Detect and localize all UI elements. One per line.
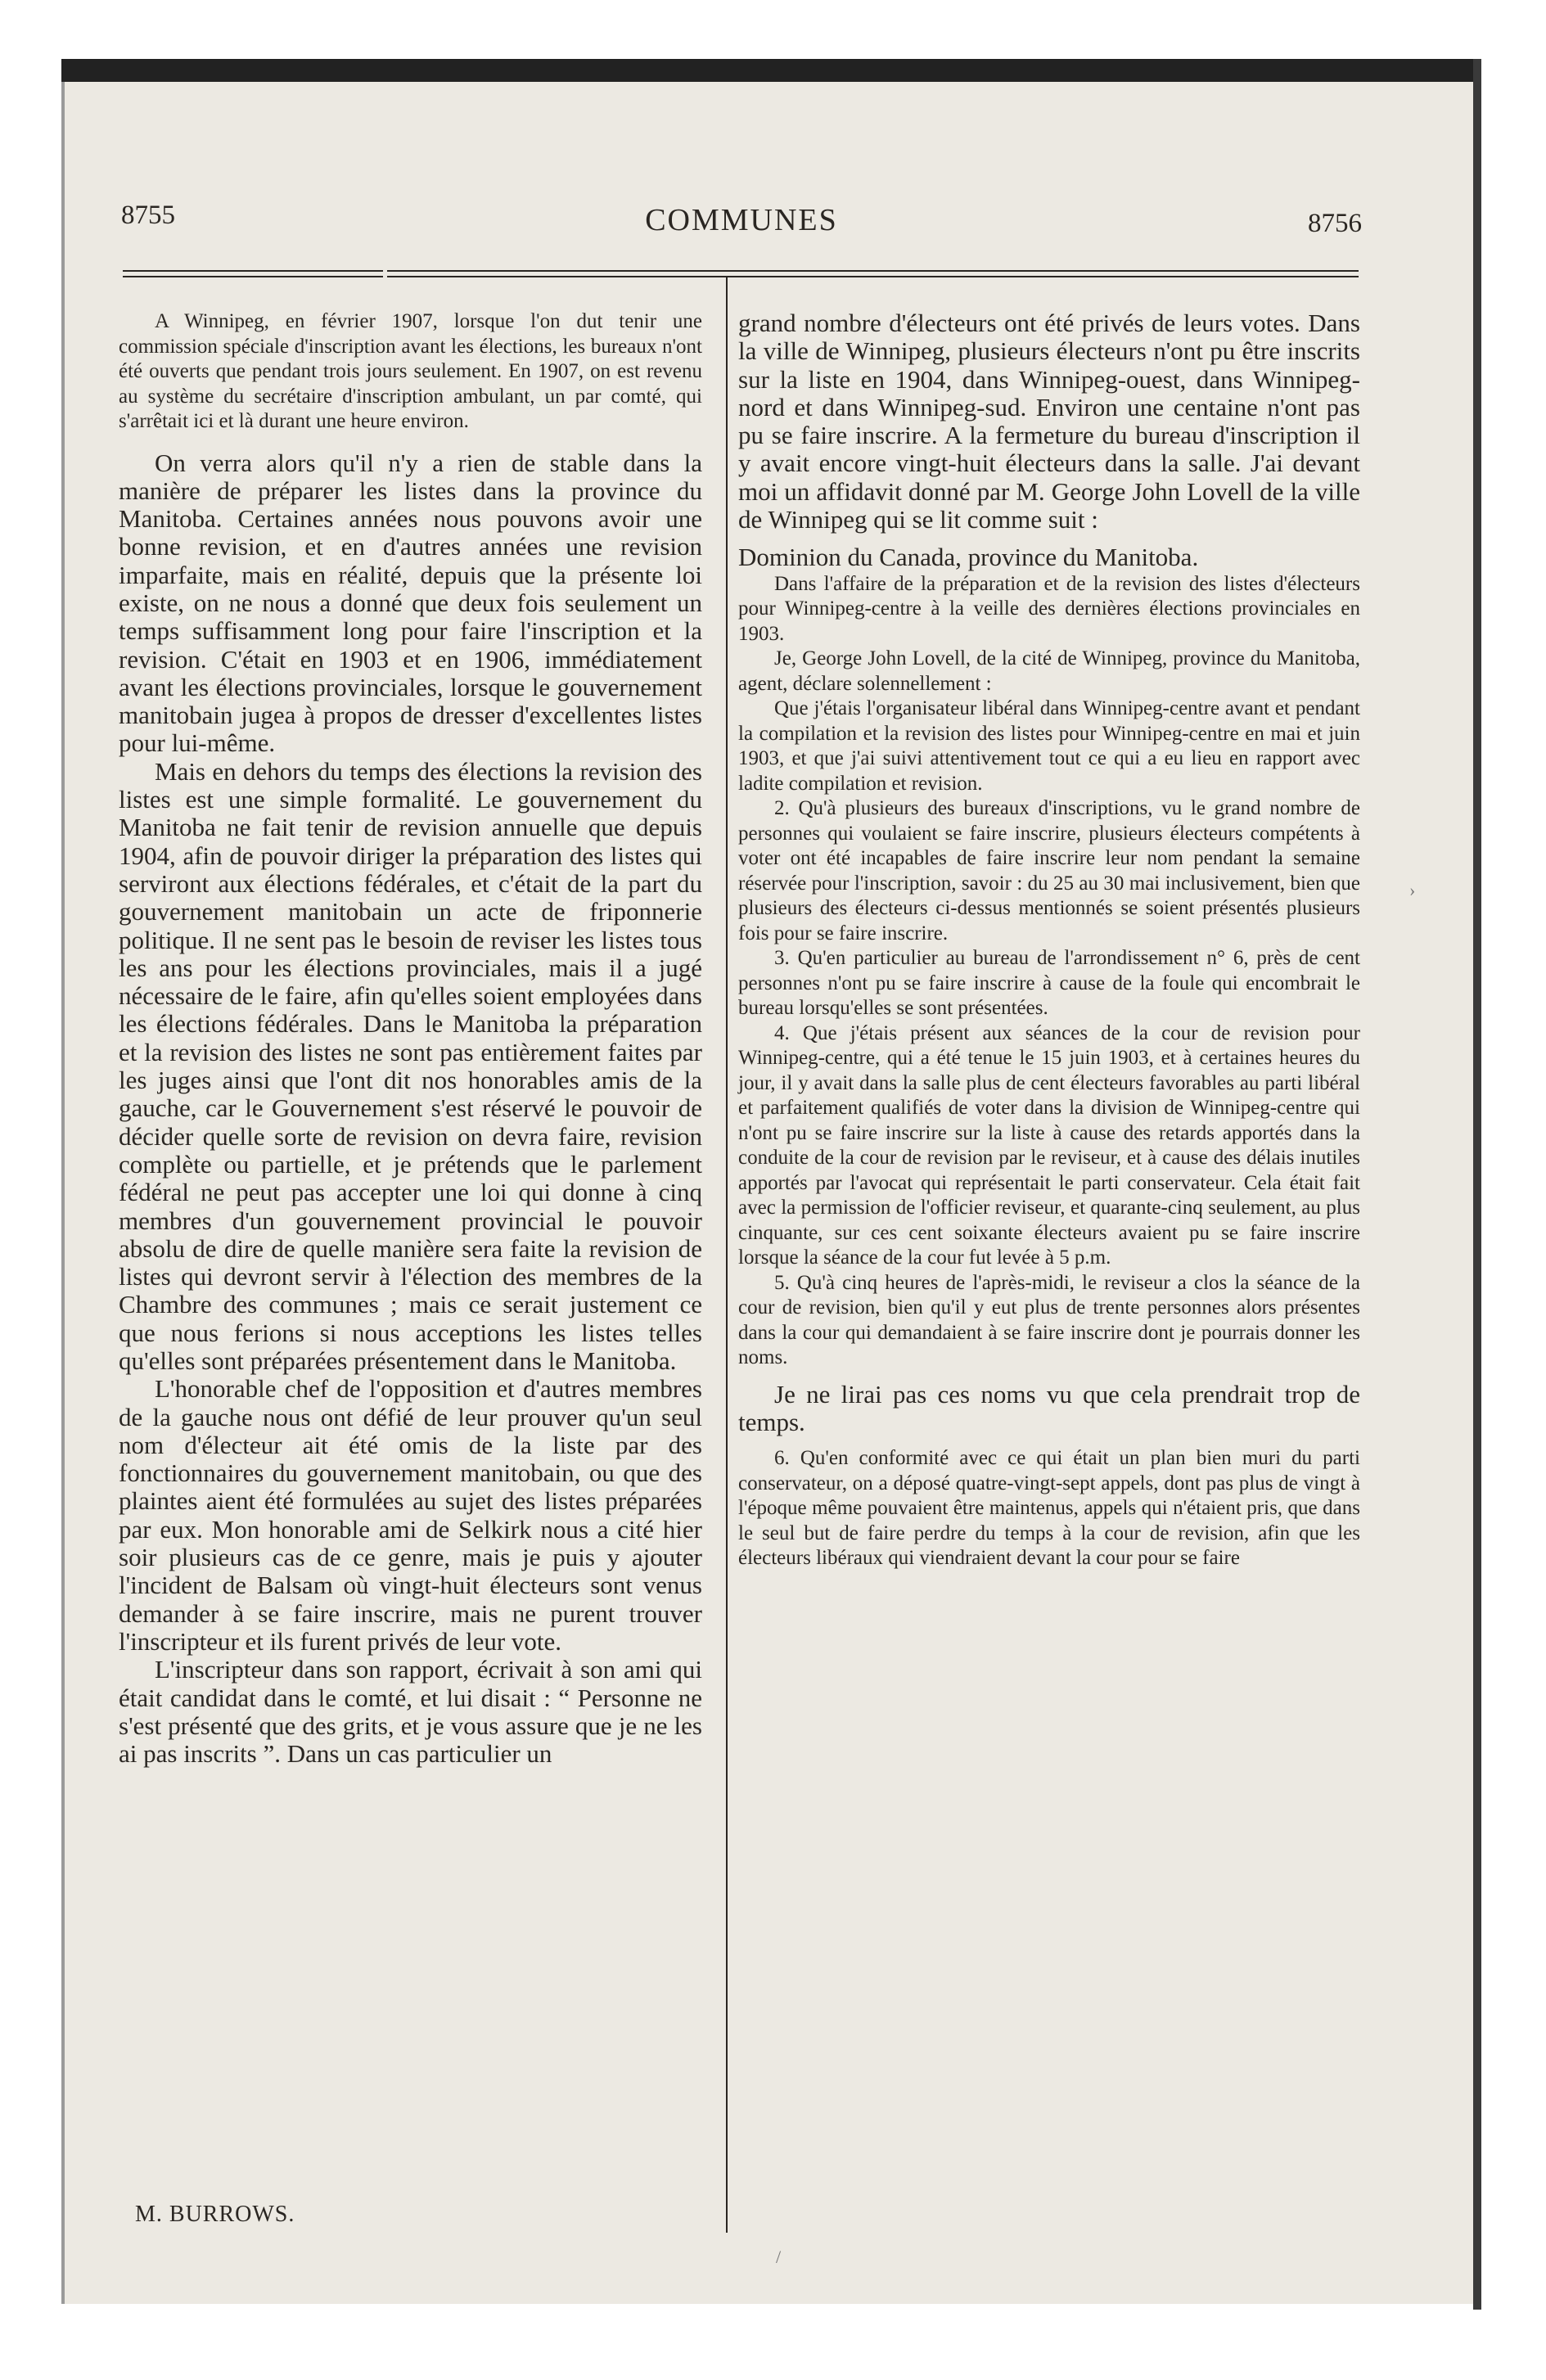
page-header xyxy=(121,201,1362,250)
scan-top-border xyxy=(61,59,1481,82)
page-number-right: 8756 xyxy=(1308,209,1362,238)
affidavit-paragraph: 4. Que j'étais présent aux séances de la cour de revision pour Winnipeg-centre, qui a été tenue le 15 juin 1903, et à certaines heures du jour, il y avait dans la salle plus de cent électeurs favorables au parti libéral et parfaitement qualifiés de voter dans la division de Winnipeg-centre qui n'ont pu se faire inscrire sur la liste à cause des retards apportés dans la conduite de la cour de revision par le reviseur, et à cause des délais inutiles apportés par l'avocat qui représentait le parti conservateur. Cela était fait avec la permission de l'officier reviseur, et quarante-cinq seulement, au plus cinquante, sur ces cent soixante électeurs avaient pu se faire inscrire lorsque la séance de la cour fut levée à 5 p.m. xyxy=(738,1021,1360,1269)
affidavit-paragraph: 5. Qu'à cinq heures de l'après-midi, le reviseur a clos la séance de la cour de revision, bien qu'il y eut plus de trente personnes alors présentes dans la cour qui demandaient à se faire inscrire dont je pourrais donner les noms. xyxy=(738,1271,1360,1369)
affidavit-paragraph: 2. Qu'à plusieurs des bureaux d'inscriptions, vu le grand nombre de personnes qui voulaient se faire inscrire, plusieurs électeurs compétents à voter ont été incapables de faire inscrire leur nom pendant la semaine réservée pour l'inscription, savoir : du 25 au 30 mai inclusivement, bien que plusieurs des électeurs ci-dessus mentionnés se soient présentés plusieurs fois pour se faire inscrire. xyxy=(738,797,1360,944)
paragraph: grand nombre d'électeurs ont été privés de leurs votes. Dans la ville de Winnipeg, plusieurs électeurs n'ont pu être inscrits sur la liste en 1904, dans Winnipeg-ouest, dans Winnipeg-nord et dans Winnipeg-sud. Environ une centaine n'ont pas pu se faire inscrire. A la fermeture du bureau d'inscription il y avait encore vingt-huit électeurs dans la salle. J'ai devant moi un affidavit donné par M. George John Lovell de la ville de Winnipeg qui se lit comme suit : xyxy=(738,309,1360,534)
paragraph: Je ne lirai pas ces noms vu que cela prendrait trop de temps. xyxy=(738,1379,1360,1436)
left-column xyxy=(119,309,702,1768)
margin-mark: › xyxy=(1409,880,1416,900)
column-divider xyxy=(726,277,728,2233)
page-title: COMMUNES xyxy=(645,203,838,237)
affidavit-paragraph: Dans l'affaire de la préparation et de la revision des listes d'électeurs pour Winnipeg-centre à la veille des dernières élections provinciales en 1903. xyxy=(738,572,1360,645)
paragraph: On verra alors qu'il n'y a rien de stable dans la manière de préparer les listes dans la province du Manitoba. Certaines années nous pouvons avoir une bonne revision, et en d'autres années une revision imparfaite, mais en réalité, depuis que la présente loi existe, on ne nous a donné que deux fois seulement un temps suffisamment long pour faire l'inscription et la revision. C'était en 1903 et en 1906, immédiatement avant les élections provinciales, lorsque le gouvernement manitobain jugea à propos de dresser d'excellentes listes pour lui-même. xyxy=(119,448,702,758)
speaker-name: M. BURROWS. xyxy=(135,2202,295,2227)
paragraph: L'honorable chef de l'opposition et d'autres membres de la gauche nous ont défié de leur prouver qu'un seul nom d'électeur ait été omis de la liste par des fonctionnaires du gouvernement manitobain, ou que des plaintes aient été formulées au sujet des listes préparées par eux. Mon honorable ami de Selkirk nous a cité hier soir plusieurs cas de ce genre, mais je puis y ajouter l'incident de Balsam où vingt-huit électeurs sont venus demander à se faire inscrire, mais ne purent trouver l'inscripteur et ils furent privés de leur vote. xyxy=(119,1374,702,1656)
affidavit-paragraph: Que j'étais l'organisateur libéral dans Winnipeg-centre avant et pendant la compilation et la revision des listes pour Winnipeg-centre en mai et juin 1903, et que j'ai suivi attentivement tout ce qui a eu lieu en rapport avec ladite compilation et revision. xyxy=(738,697,1360,795)
header-rule-left xyxy=(123,270,383,277)
right-column xyxy=(738,309,1360,1571)
affidavit-paragraph: Je, George John Lovell, de la cité de Winnipeg, province du Manitoba, agent, déclare solennellement : xyxy=(738,647,1360,695)
paragraph: L'inscripteur dans son rapport, écrivait à son ami qui était candidat dans le comté, et lui disait : “ Personne ne s'est présenté que des grits, et je vous assure que je ne les ai pas inscrits ”. Dans un cas particulier un xyxy=(119,1655,702,1769)
paragraph: Mais en dehors du temps des élections la revision des listes est une simple formalité. Le gouvernement du Manitoba ne fait tenir de revision annuelle que depuis 1904, afin de pouvoir diriger la préparation des listes qui serviront aux élections fédérales, et c'était de la part du gouvernement manitobain un acte de friponnerie politique. Il ne sent pas le besoin de reviser les listes tous les ans pour les élections provinciales, mais il a jugé nécessaire de le faire, afin qu'elles soient employées dans les élections fédérales. Dans le Manitoba la préparation et la revision des listes ne sont pas entièrement faites par les juges ainsi que l'ont dit nos honorables amis de la gauche, car le Gouvernement s'est réservé le pouvoir de décider quelle sorte de revision on devra faire, revision complète ou partielle, et je prétends que le parlement fédéral ne peut pas accepter une loi qui donne à cinq membres d'un gouvernement provincial le pouvoir absolu de dire de quelle manière sera faite la revision de listes qui devront servir à l'élection des membres de la Chambre des communes ; mais ce serait justement ce que nous ferions si nous acceptions les listes telles qu'elles sont préparées présentement dans le Manitoba. xyxy=(119,756,702,1375)
affidavit-paragraph: 6. Qu'en conformité avec ce qui était un plan bien muri du parti conservateur, on a déposé quatre-vingt-sept appels, dont pas plus de vingt à l'époque même pouvaient être maintenus, appels qui n'étaient pris, que dans le seul but de faire perdre du temps à la cour de revision, afin que les électeurs libéraux qui viendraient devant la cour pour se faire xyxy=(738,1447,1360,1570)
header-rule-right xyxy=(387,270,1359,277)
affidavit-heading: Dominion du Canada, province du Manitoba. xyxy=(738,543,1199,572)
paragraph: A Winnipeg, en février 1907, lorsque l'on dut tenir une commission spéciale d'inscription avant les élections, les bureaux n'ont été ouverts que pendant trois jours seulement. En 1907, on est revenu au système du secrétaire d'inscription ambulant, un par comté, qui s'arrêtait ici et là durant une heure environ. xyxy=(119,310,702,432)
page-number-left: 8755 xyxy=(121,201,175,230)
margin-mark: / xyxy=(776,2247,782,2267)
scan-right-border xyxy=(1473,59,1481,2310)
affidavit-paragraph: 3. Qu'en particulier au bureau de l'arrondissement n° 6, près de cent personnes n'ont pu se faire inscrire à cause de la foule qui encombrait le bureau lorsqu'elles se sont présentées. xyxy=(738,947,1360,1020)
